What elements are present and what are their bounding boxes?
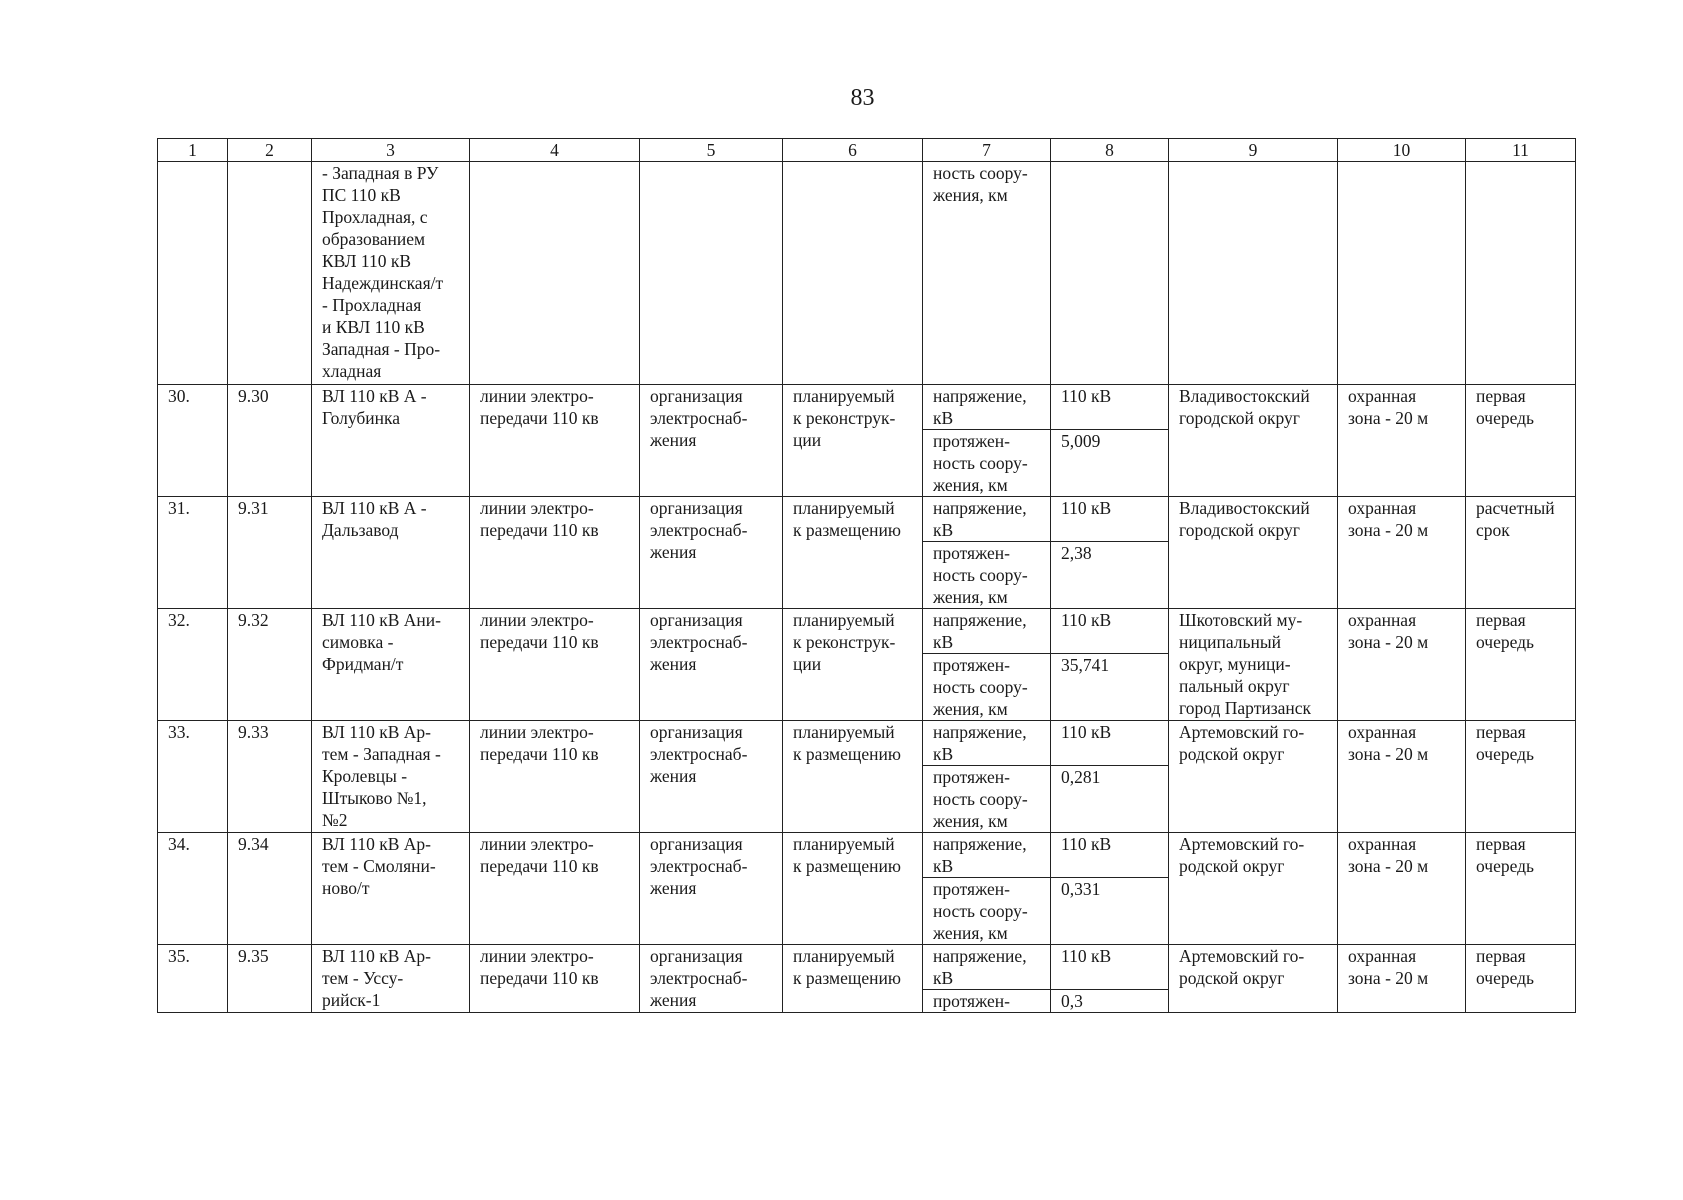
facility-name: ВЛ 110 кВ А - Голубинка xyxy=(312,385,470,497)
implementation-term: расчетный срок xyxy=(1466,497,1576,609)
table-row xyxy=(158,497,1576,542)
facility-purpose: организация электроснаб- жения xyxy=(640,609,783,721)
location: Артемовский го- родской округ xyxy=(1169,833,1338,945)
row-number: 31. xyxy=(158,497,228,609)
parameter-name: напряжение, кВ xyxy=(923,945,1051,990)
parameter-name: протяжен- ность соору- жения, км xyxy=(923,542,1051,609)
facility-purpose: организация электроснаб- жения xyxy=(640,385,783,497)
location: Владивостокский городской округ xyxy=(1169,497,1338,609)
column-header: 7 xyxy=(923,139,1051,162)
parameter-name: напряжение, кВ xyxy=(923,833,1051,878)
facility-status: планируемый к размещению xyxy=(783,945,923,1013)
row-number: 30. xyxy=(158,385,228,497)
implementation-term: первая очередь xyxy=(1466,721,1576,833)
parameter-name: протяжен- ность соору- жения, км xyxy=(923,430,1051,497)
facility-purpose: организация электроснаб- жения xyxy=(640,833,783,945)
parameter-value: 110 кВ xyxy=(1051,833,1169,878)
protection-zone: охранная зона - 20 м xyxy=(1338,385,1466,497)
facility-purpose: организация электроснаб- жения xyxy=(640,721,783,833)
table-row xyxy=(158,721,1576,766)
parameter-value: 110 кВ xyxy=(1051,385,1169,430)
facility-name: ВЛ 110 кВ Ар- тем - Смоляни- ново/т xyxy=(312,833,470,945)
row-code: 9.35 xyxy=(228,945,312,1013)
parameter-value: 110 кВ xyxy=(1051,721,1169,766)
table-row xyxy=(158,833,1576,878)
parameter-name: протяжен- ность соору- жения, км xyxy=(923,878,1051,945)
parameter-value: 110 кВ xyxy=(1051,609,1169,654)
facility-name: ВЛ 110 кВ Ар- тем - Уссу- рийск-1 xyxy=(312,945,470,1013)
facility-status: планируемый к размещению xyxy=(783,721,923,833)
location: Шкотовский му- ниципальный округ, муници- пальный округ город Партизанск xyxy=(1169,609,1338,721)
facility-purpose: организация электроснаб- жения xyxy=(640,945,783,1013)
column-header: 11 xyxy=(1466,139,1576,162)
facility-type: линии электро- передачи 110 кв xyxy=(470,497,640,609)
table-row xyxy=(158,609,1576,654)
facility-name: ВЛ 110 кВ Ар- тем - Западная - Кролевцы - Штыково №1, №2 xyxy=(312,721,470,833)
location: Артемовский го- родской округ xyxy=(1169,945,1338,1013)
column-number-row xyxy=(158,139,1576,162)
protection-zone: охранная зона - 20 м xyxy=(1338,945,1466,1013)
column-header: 2 xyxy=(228,139,312,162)
parameter-value: 5,009 xyxy=(1051,430,1169,497)
facility-type: линии электро- передачи 110 кв xyxy=(470,945,640,1013)
parameter-value: 110 кВ xyxy=(1051,497,1169,542)
table-row xyxy=(158,945,1576,990)
row-code: 9.31 xyxy=(228,497,312,609)
table-row-continuation xyxy=(158,162,1576,385)
facility-type: линии электро- передачи 110 кв xyxy=(470,721,640,833)
parameter-value: 0,331 xyxy=(1051,878,1169,945)
facility-status: планируемый к размещению xyxy=(783,497,923,609)
column-header: 3 xyxy=(312,139,470,162)
facility-status: планируемый к реконструк- ции xyxy=(783,385,923,497)
parameter-name: напряжение, кВ xyxy=(923,721,1051,766)
row-number: 34. xyxy=(158,833,228,945)
parameter-name: ность соору- жения, км xyxy=(923,162,1051,385)
parameter-value: 0,281 xyxy=(1051,766,1169,833)
facility-name: - Западная в РУ ПС 110 кВ Прохладная, с образованием КВЛ 110 кВ Надеждинская/т - Прохладная и КВЛ 110 кВ Западная - Про- хладная xyxy=(312,162,470,385)
parameter-name: протяжен- ность соору- жения, км xyxy=(923,766,1051,833)
column-header: 10 xyxy=(1338,139,1466,162)
parameter-value: 0,3 xyxy=(1051,990,1169,1013)
parameter-name: напряжение, кВ xyxy=(923,497,1051,542)
row-code: 9.33 xyxy=(228,721,312,833)
parameter-value: 35,741 xyxy=(1051,654,1169,721)
facility-name: ВЛ 110 кВ Ани- симовка - Фридман/т xyxy=(312,609,470,721)
implementation-term: первая очередь xyxy=(1466,385,1576,497)
table-row xyxy=(158,385,1576,430)
facility-type: линии электро- передачи 110 кв xyxy=(470,385,640,497)
row-number: 33. xyxy=(158,721,228,833)
protection-zone: охранная зона - 20 м xyxy=(1338,721,1466,833)
facility-purpose: организация электроснаб- жения xyxy=(640,497,783,609)
row-number: 35. xyxy=(158,945,228,1013)
protection-zone: охранная зона - 20 м xyxy=(1338,497,1466,609)
facility-type: линии электро- передачи 110 кв xyxy=(470,833,640,945)
protection-zone: охранная зона - 20 м xyxy=(1338,833,1466,945)
facilities-table xyxy=(157,138,1576,1013)
parameter-name: напряжение, кВ xyxy=(923,385,1051,430)
row-code: 9.30 xyxy=(228,385,312,497)
parameter-name: протяжен- ность соору- жения, км xyxy=(923,654,1051,721)
facility-status: планируемый к реконструк- ции xyxy=(783,609,923,721)
facility-name: ВЛ 110 кВ А - Дальзавод xyxy=(312,497,470,609)
implementation-term: первая очередь xyxy=(1466,833,1576,945)
implementation-term: первая очередь xyxy=(1466,945,1576,1013)
facility-type: линии электро- передачи 110 кв xyxy=(470,609,640,721)
row-code: 9.34 xyxy=(228,833,312,945)
protection-zone: охранная зона - 20 м xyxy=(1338,609,1466,721)
column-header: 4 xyxy=(470,139,640,162)
column-header: 8 xyxy=(1051,139,1169,162)
row-code: 9.32 xyxy=(228,609,312,721)
facility-status: планируемый к размещению xyxy=(783,833,923,945)
parameter-name: протяжен- xyxy=(923,990,1051,1013)
parameter-value: 110 кВ xyxy=(1051,945,1169,990)
row-number: 32. xyxy=(158,609,228,721)
location: Владивостокский городской округ xyxy=(1169,385,1338,497)
column-header: 5 xyxy=(640,139,783,162)
implementation-term: первая очередь xyxy=(1466,609,1576,721)
column-header: 9 xyxy=(1169,139,1338,162)
parameter-name: напряжение, кВ xyxy=(923,609,1051,654)
location: Артемовский го- родской округ xyxy=(1169,721,1338,833)
column-header: 1 xyxy=(158,139,228,162)
column-header: 6 xyxy=(783,139,923,162)
page-number: 83 xyxy=(850,85,875,111)
parameter-value: 2,38 xyxy=(1051,542,1169,609)
